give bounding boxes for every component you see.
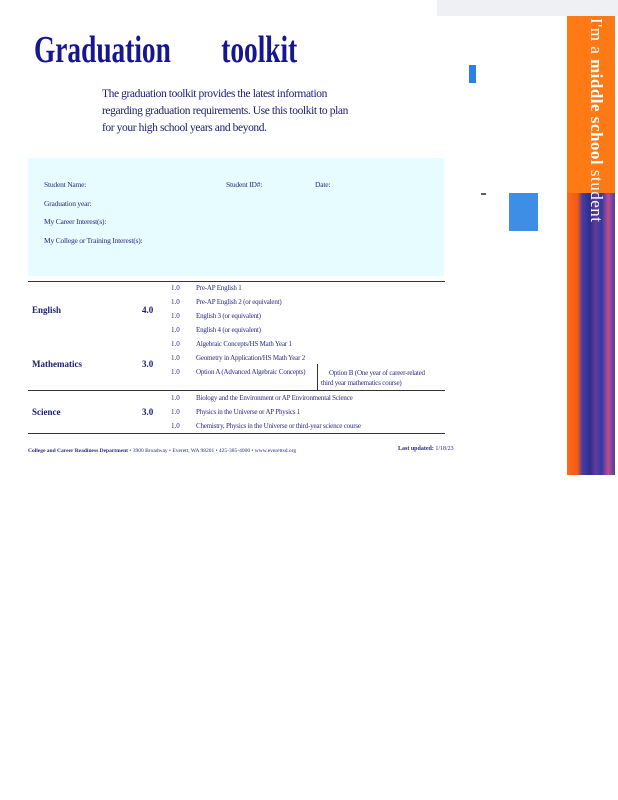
course-credit: 1.0 [171, 368, 180, 376]
course-name: English 3 (or equivalent) [196, 312, 261, 320]
last-updated-label: Last updated: [398, 446, 434, 452]
course-name: English 4 (or equivalent) [196, 326, 261, 334]
course-name: Biology and the Environment or AP Environmental Science [196, 394, 353, 402]
title-word-1: Graduation [34, 29, 171, 71]
footer-address: • 3900 Broadway • Everett, WA 98201 • 425-385-4000 • www.everettsd.org [129, 448, 297, 454]
side-text-end: student [587, 169, 606, 223]
course-name: Chemistry, Physics in the Universe or third-year science course [196, 422, 361, 430]
last-updated-value: 1/18/23 [435, 446, 454, 452]
side-text-bold: middle school [587, 59, 606, 166]
student-id-label[interactable]: Student ID#: [226, 180, 263, 189]
course-credit: 1.0 [171, 422, 180, 430]
side-photo [567, 193, 615, 475]
student-info-form [28, 158, 444, 276]
course-name: Physics in the Universe or AP Physics 1 [196, 408, 301, 416]
course-credit: 1.0 [171, 408, 180, 416]
last-updated [398, 446, 454, 452]
course-name: Option A (Advanced Algebraic Concepts) [196, 368, 306, 376]
student-name-label[interactable]: Student Name: [44, 180, 87, 189]
course-credit: 1.0 [171, 312, 180, 320]
blue-accent-block [509, 193, 538, 231]
mathematics-credits: 3.0 [142, 359, 154, 369]
subject-english: English [32, 305, 62, 315]
science-credits: 3.0 [142, 407, 154, 417]
option-b-text [321, 368, 425, 388]
table-bottom-rule [28, 433, 445, 434]
graduation-year-label[interactable]: Graduation year: [44, 199, 92, 208]
option-b-line-1: Option B (One year of career-related [329, 369, 425, 377]
course-credit: 1.0 [171, 354, 180, 362]
subject-mathematics: Mathematics [32, 359, 82, 369]
footer [28, 448, 296, 454]
course-name: Geometry in Application/HS Math Year 2 [196, 354, 306, 362]
course-name: Pre-AP English 1 [196, 284, 242, 292]
title-word-2: toolkit [221, 29, 298, 71]
subject-science: Science [32, 407, 61, 417]
footer-department: College and Career Readiness Department [28, 448, 129, 454]
dash-mark [481, 193, 486, 195]
table-top-rule [28, 281, 445, 282]
course-credit: 1.0 [171, 284, 180, 292]
english-credits: 4.0 [142, 305, 154, 315]
top-banner-bar [437, 0, 618, 16]
course-credit: 1.0 [171, 394, 180, 402]
course-credit: 1.0 [171, 326, 180, 334]
course-name: Pre-AP English 2 (or equivalent) [196, 298, 282, 306]
side-banner-text [586, 18, 606, 223]
option-b-line-2: third year mathematics course) [321, 379, 402, 387]
table-mid-rule [28, 390, 445, 391]
blue-accent-marker [469, 65, 476, 83]
intro-paragraph: The graduation toolkit provides the latest information regarding graduation requirements. Use this toolkit to plan for your high school years and beyond. [102, 88, 348, 134]
page-title [34, 28, 297, 72]
course-name: Algebraic Concepts/HS Math Year 1 [196, 340, 292, 348]
course-credit: 1.0 [171, 298, 180, 306]
course-credit: 1.0 [171, 340, 180, 348]
college-interest-label[interactable]: My College or Training Interest(s): [44, 236, 143, 245]
option-divider [317, 364, 318, 390]
side-text-light: I'm a [587, 18, 606, 55]
career-interest-label[interactable]: My Career Interest(s): [44, 217, 107, 226]
date-label[interactable]: Date: [315, 180, 331, 189]
